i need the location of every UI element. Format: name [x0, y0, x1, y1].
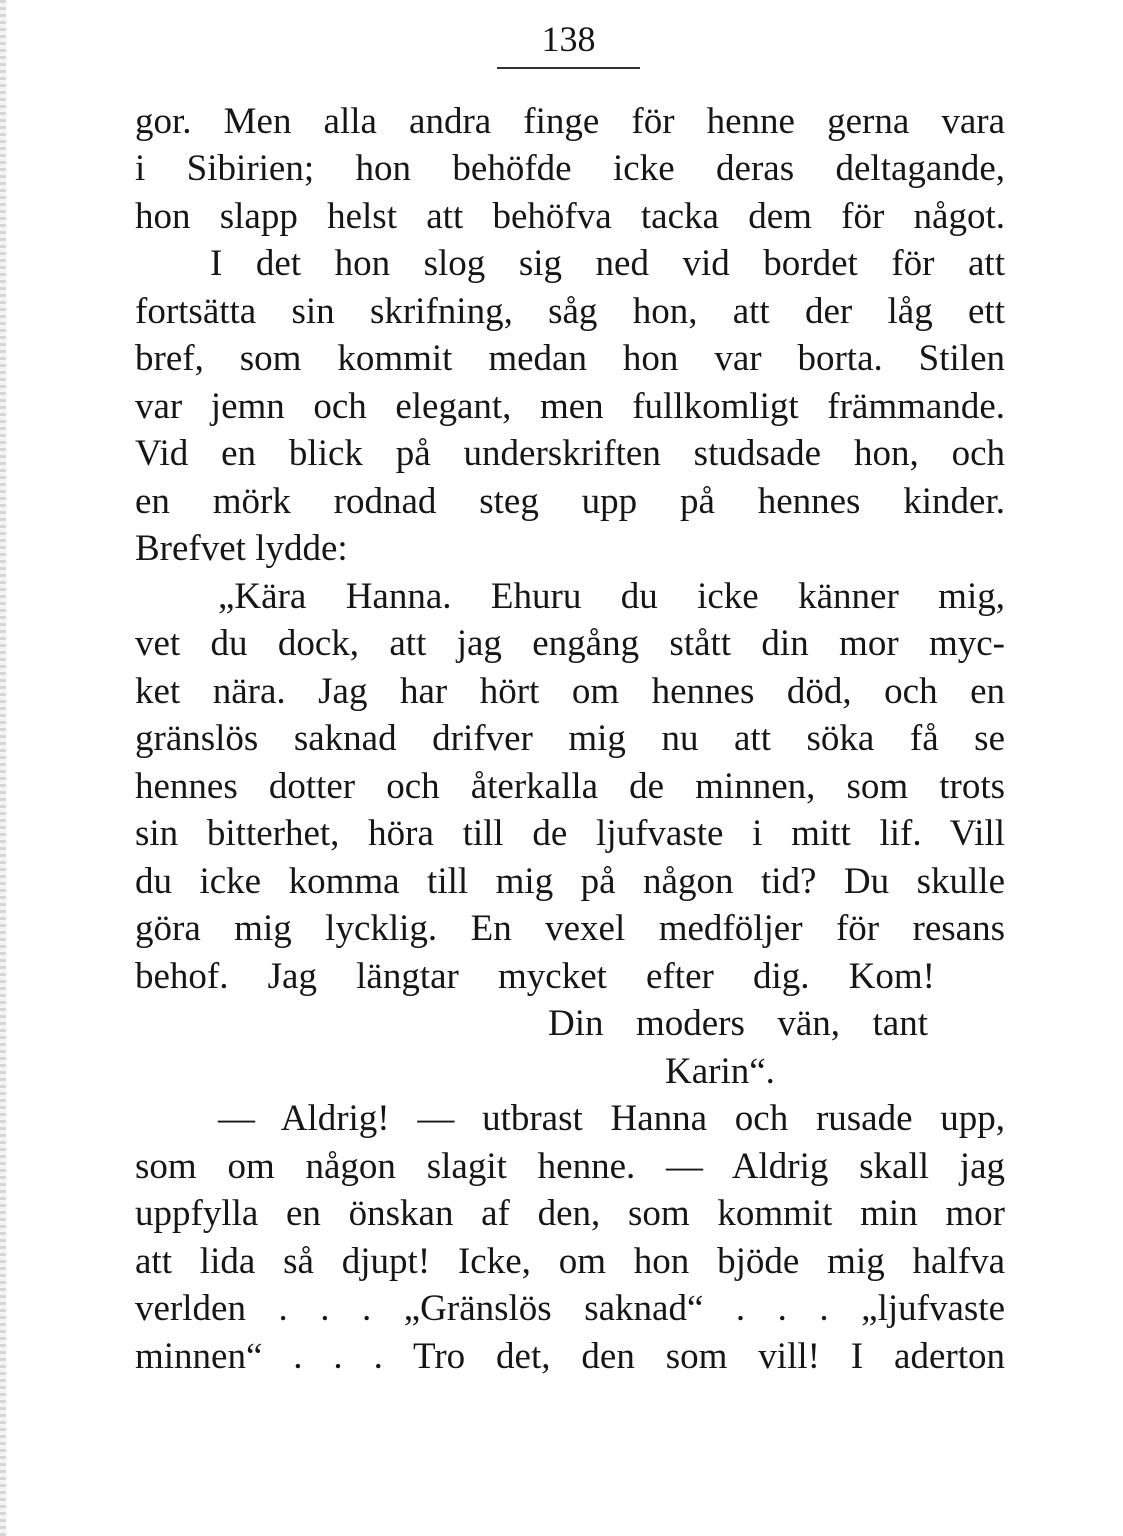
signature-name: Karin“. [665, 1051, 775, 1092]
text-line: göra mig lycklig. En vexel medföljer för resans [135, 908, 1005, 949]
text-line: gor. Men alla andra finge för henne gerna vara [135, 101, 1005, 142]
text-line: I det hon slog sig ned vid bordet för att [210, 243, 1005, 284]
text-line: behof. Jag längtar mycket efter dig. Kom! [135, 956, 935, 997]
page-number: 138 [541, 19, 596, 59]
signature-line: Din moders vän, tant [548, 1003, 928, 1044]
text-line: — Aldrig! — utbrast Hanna och rusade upp, [218, 1098, 1005, 1139]
text-line: uppfylla en önskan af den, som kommit min mor [135, 1193, 1005, 1234]
text-line: vet du dock, att jag engång stått din mor myc- [135, 623, 1005, 664]
text-line: ket nära. Jag har hört om hennes död, och en [135, 671, 1005, 712]
text-line: fortsätta sin skrifning, såg hon, att der låg ett [135, 291, 1005, 332]
text-line: du icke komma till mig på någon tid? Du skulle [135, 861, 1005, 902]
page-scan-edge [0, 0, 6, 1536]
text-line: minnen“ . . . Tro det, den som vill! I aderton [135, 1336, 1005, 1377]
text-line: hennes dotter och återkalla de minnen, som trots [135, 766, 1005, 807]
text-line: bref, som kommit medan hon var borta. Stilen [135, 338, 1005, 379]
text-line: som om någon slagit henne. — Aldrig skall jag [135, 1146, 1005, 1187]
text-line: sin bitterhet, höra till de ljufvaste i mitt lif. Vill [135, 813, 1005, 854]
text-line: att lida så djupt! Icke, om hon bjöde mig halfva [135, 1241, 1005, 1282]
text-line: Brefvet lydde: [135, 528, 348, 569]
text-line: verlden . . . „Gränslös saknad“ . . . „ljufvaste [135, 1288, 1005, 1329]
text-line: i Sibirien; hon behöfde icke deras deltagande, [135, 148, 1005, 189]
text-line: gränslös saknad drifver mig nu att söka få se [135, 718, 1005, 759]
text-line: Vid en blick på underskriften studsade hon, och [135, 433, 1005, 474]
text-line: „Kära Hanna. Ehuru du icke känner mig, [218, 576, 1005, 617]
text-line: hon slapp helst att behöfva tacka dem för något. [135, 196, 1005, 237]
text-line: en mörk rodnad steg upp på hennes kinder. [135, 481, 1005, 522]
header-rule [497, 67, 640, 69]
text-line: var jemn och elegant, men fullkomligt främmande. [135, 386, 1005, 427]
